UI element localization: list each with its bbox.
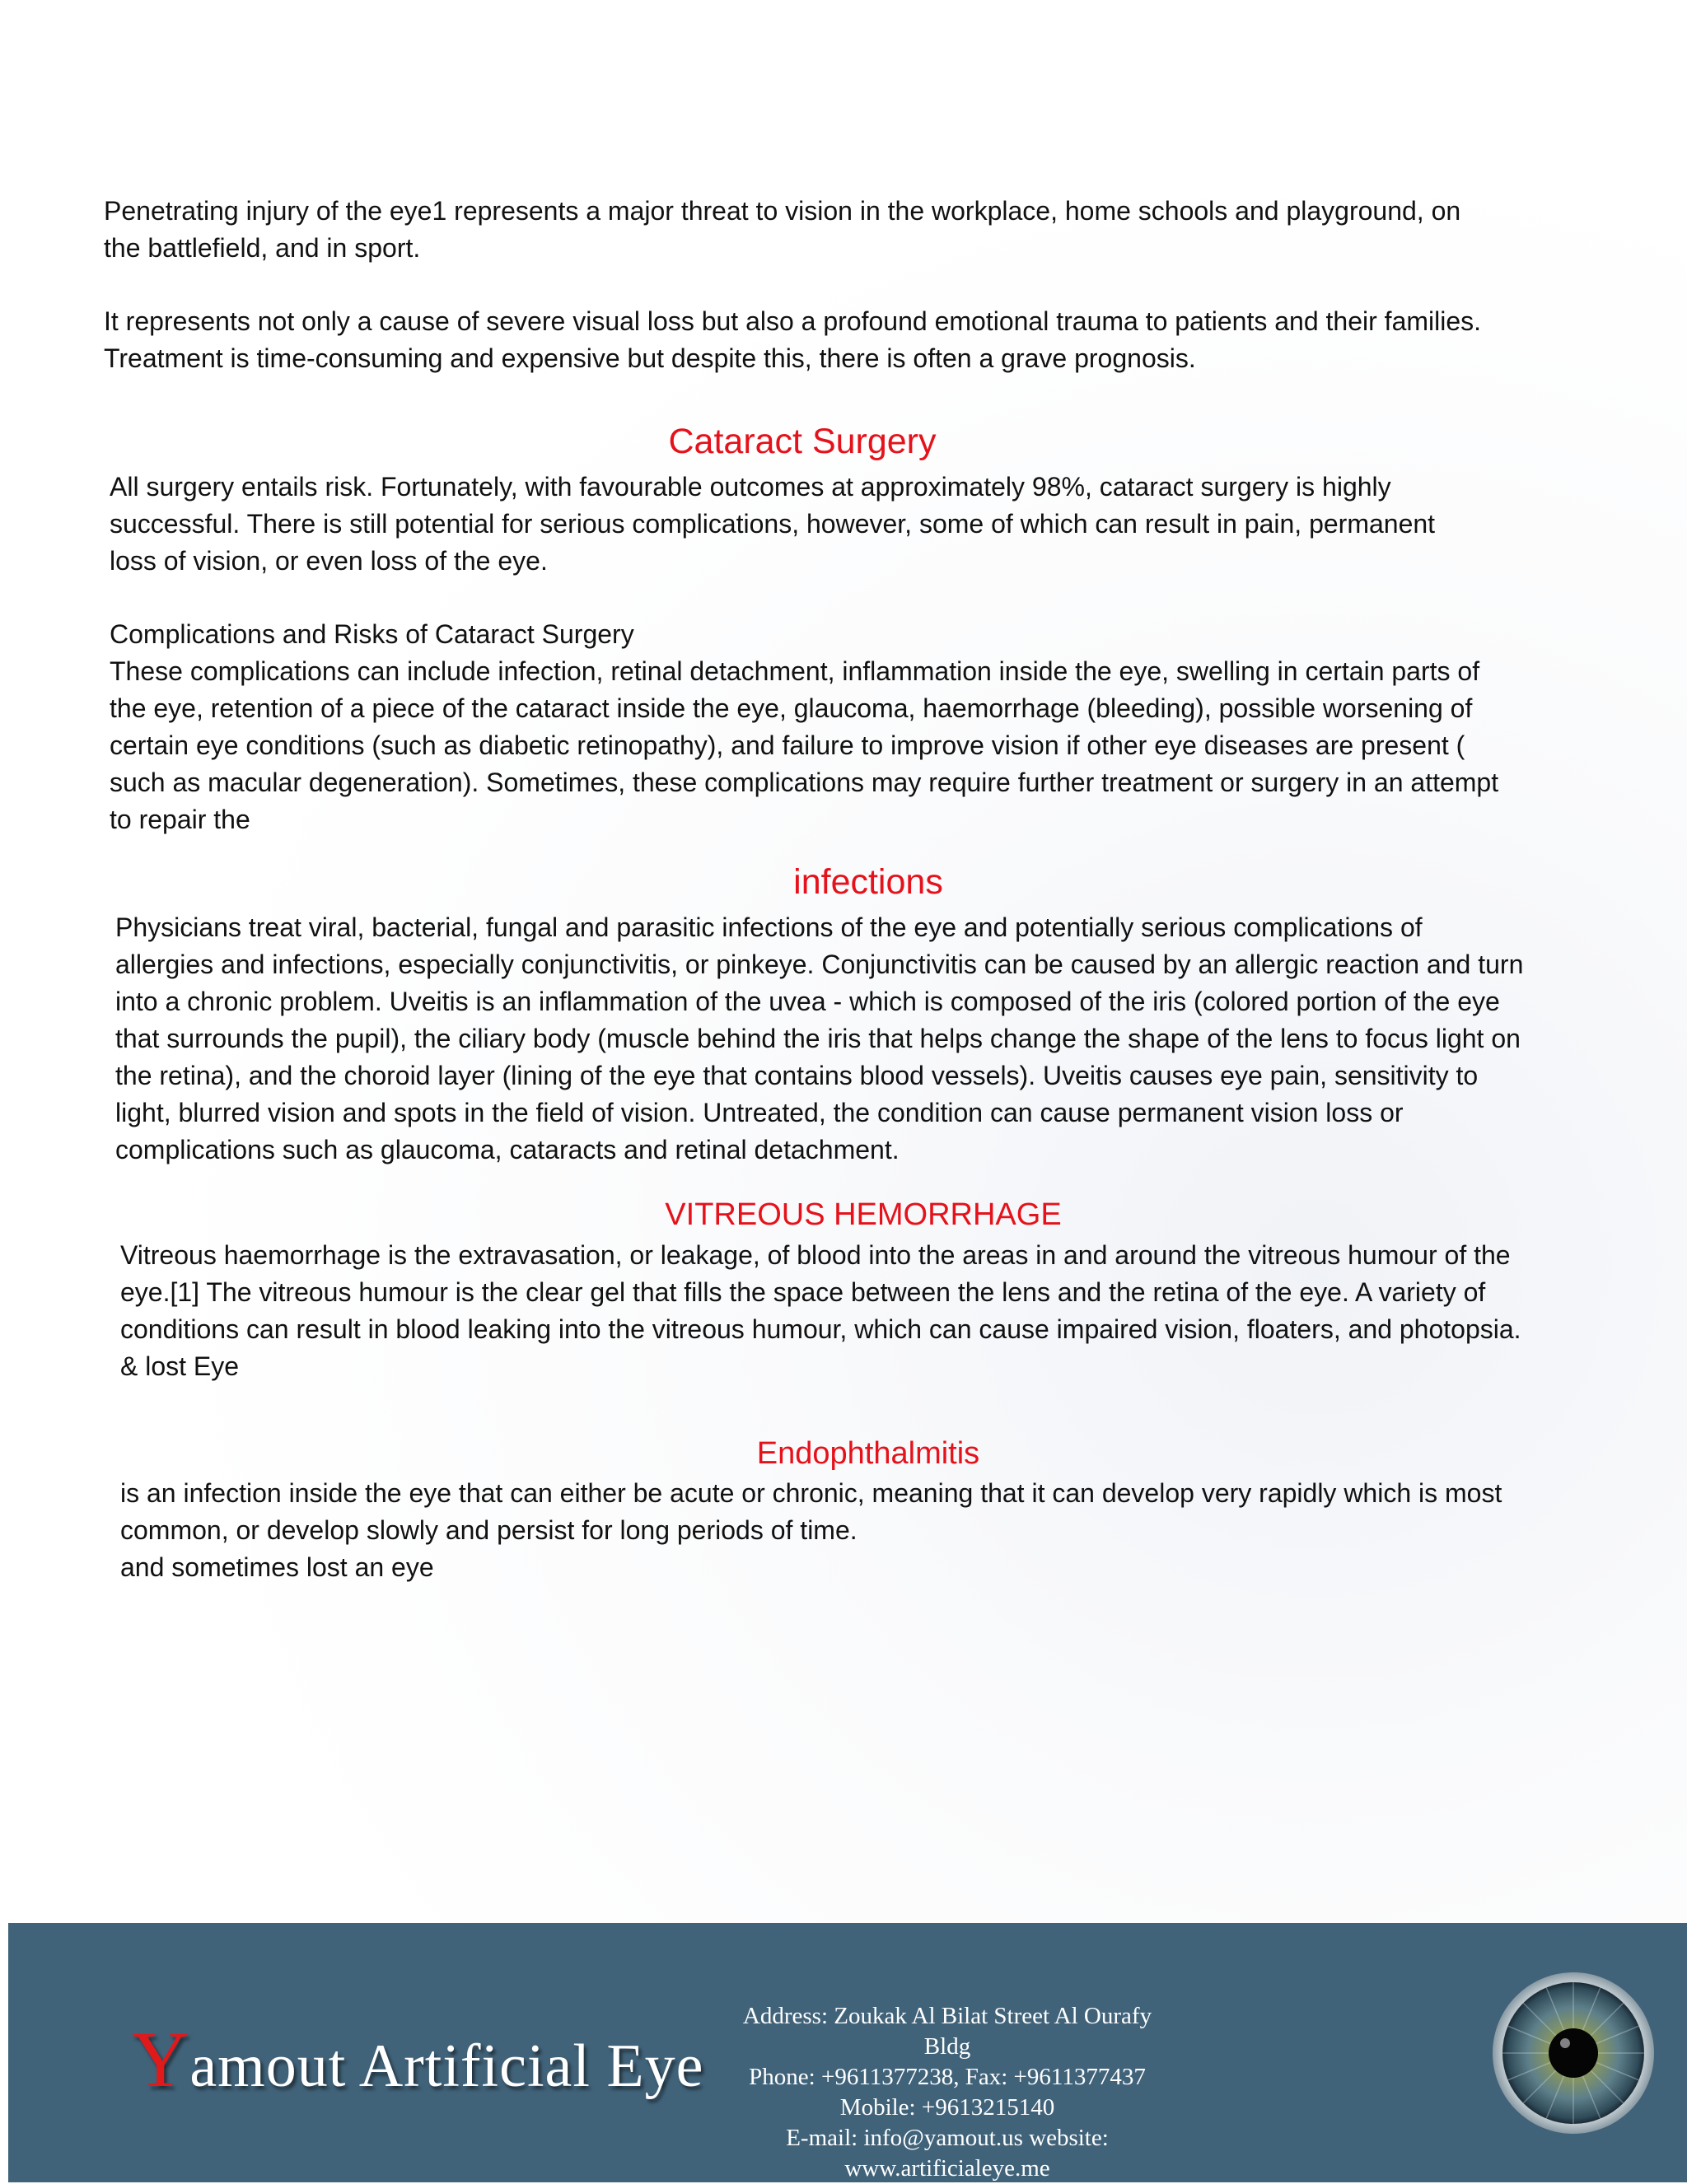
endophthalmitis-body: is an infection inside the eye that can either be acute or chronic, meaning that it can develop very rapidly which is most common, or develop slowly and persist for long periods of time. and sometimes lost an eye (120, 1478, 1502, 1582)
cataract-subheading: Complications and Risks of Cataract Surgery (110, 619, 634, 649)
intro-paragraph-2: It represents not only a cause of severe visual loss but also a profound emotional trauma to patients and their families. Treatment is time-consuming and expensive but despite this, there is often a grave prognosis. (104, 306, 1482, 373)
brand-name: amout Artificial Eye (189, 2032, 704, 2100)
cataract-body: All surgery entails risk. Fortunately, with favourable outcomes at approximately 98%, cataract surgery is highly successful. There is still potential for serious complications, however, some of which can result in pain, permanent loss of vision, or even loss of the eye. (110, 472, 1436, 576)
brand-logo (132, 2014, 703, 2105)
vitreous-heading: VITREOUS HEMORRHAGE (665, 1197, 1062, 1232)
endophthalmitis-heading: Endophthalmitis (756, 1436, 980, 1471)
intro-paragraph-1: Penetrating injury of the eye1 represents a major threat to vision in the workplace, home schools and playground, on the battlefield, and in sport. (104, 196, 1461, 263)
footer-banner (8, 1923, 1687, 2182)
contact-email: E-mail: info@yamout.us website: www.artificialeye.me (786, 2125, 1109, 2182)
cataract-complications: These complications can include infection, retinal detachment, inflammation inside the eye, swelling in certain parts of the eye, retention of a piece of the cataract inside the eye, glaucoma, haemorrhage (bleeding), possible worsening of certain eye conditions (such as diabetic retinopathy), and failure to improve vision if other eye diseases are present ( such as macular degeneration). Sometimes, these complications may require further treatment or surgery in an attempt to repair the (110, 656, 1499, 834)
eye-icon (1491, 1971, 1656, 2135)
brand-initial: Y (132, 2015, 190, 2103)
contact-address: Address: Zoukak Al Bilat Street Al Ourafy Bldg (742, 2003, 1152, 2060)
vitreous-body: Vitreous haemorrhage is the extravasation, or leakage, of blood into the areas in and around the vitreous humour of the eye.[1] The vitreous humour is the clear gel that fills the space between the lens and the retina of the eye. A variety of conditions can result in blood leaking into the vitreous humour, which can cause impaired vision, floaters, and photopsia. & lost Eye (120, 1240, 1521, 1381)
contact-phone: Phone: +9611377238, Fax: +9611377437 Mobile: +9613215140 (749, 2064, 1146, 2121)
contact-info (733, 2001, 1161, 2184)
infections-body: Physicians treat viral, bacterial, fungal and parasitic infections of the eye and potentially serious complications of allergies and infections, especially conjunctivitis, or pinkeye. Conjunctivitis can be caused by an allergic reaction and turn into a chronic problem. Uveitis is an inflammation of the uvea - which is composed of the iris (colored portion of the eye that surrounds the pupil), the ciliary body (muscle behind the iris that helps change the shape of the lens to focus light on the retina), and the choroid layer (lining of the eye that contains blood vessels). Uveitis causes eye pain, sensitivity to light, blurred vision and spots in the field of vision. Untreated, the condition can cause permanent vision loss or complications such as glaucoma, cataracts and retinal detachment. (115, 912, 1524, 1164)
cataract-heading: Cataract Surgery (668, 422, 937, 461)
infections-heading: infections (793, 862, 943, 902)
